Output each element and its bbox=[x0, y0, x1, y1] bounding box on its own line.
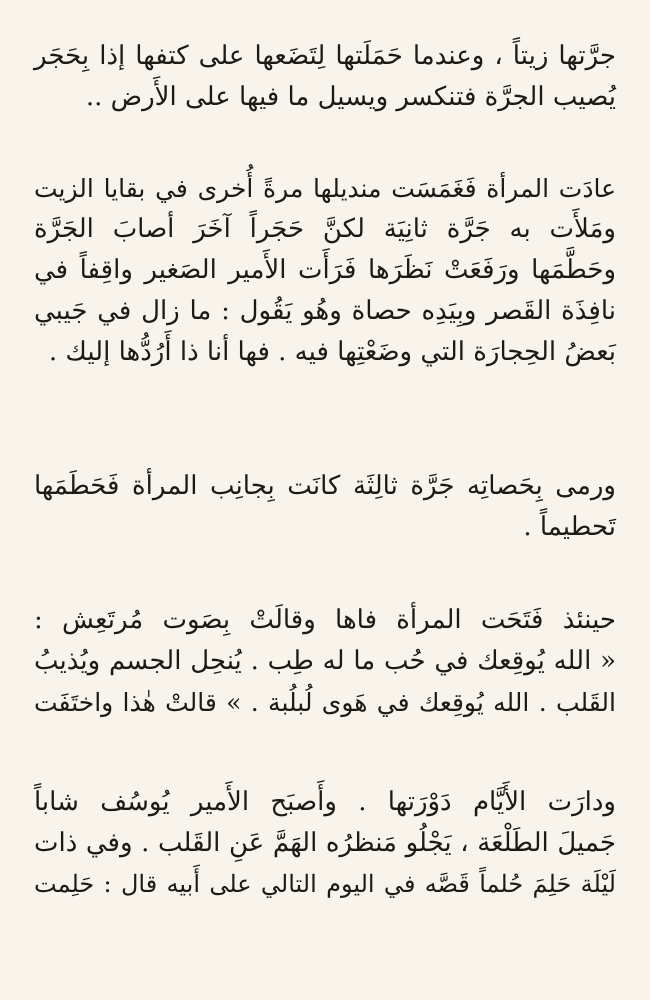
text-line: جَميلَ الطَلْعَة ، يَجْلُو مَنظرُه الهَمَّ عَنِ القَلب . وفي ذات bbox=[34, 828, 616, 858]
paragraph-4 bbox=[34, 600, 616, 723]
text-line: « الله يُوقِعك في حُب ما له طِب . يُنحِل الجسم ويُذيبُ bbox=[34, 646, 616, 676]
text-line: ودارَت الأَيَّام دَوْرَتها . وأَصبَح الأَمير يُوسُف شاباً bbox=[34, 787, 616, 817]
text-line: بَعضُ الحِجارَة التي وضَعْتِها فيه . فها أنا ذا أَرُدُّها إليك . bbox=[48, 337, 616, 367]
text-line: القَلب . الله يُوقِعك في هَوى لُبلُبة . » قالتْ هٰذا واختَفَت bbox=[34, 688, 616, 717]
text-line: حينئذ فَتَحَت المرأة فاها وقالَتْ بِصَوت مُرتَعِش : bbox=[34, 605, 616, 635]
text-line: عادَت المرأة فَغَمَسَت منديلها مرةً أُخرى في بقايا الزيت bbox=[34, 174, 616, 203]
paragraph-3 bbox=[34, 466, 616, 548]
text-line: لَيْلَة حَلِمَ حُلماً قَصَّه في اليوم التالي على أَبيه قال : حَلِمت bbox=[34, 870, 616, 898]
paragraph-2 bbox=[34, 168, 616, 373]
text-line: يُصيب الجرَّة فتنكسر ويسيل ما فيها على الأَرض .. bbox=[85, 82, 616, 112]
paragraph-1 bbox=[34, 36, 616, 118]
text-line: وحَطَّمَها ورَفَعَتْ نَظَرَها فَرَأَت الأَمير الصَغير واقِفاً في bbox=[34, 255, 616, 285]
paragraph-5 bbox=[34, 782, 616, 905]
text-line: جرَّتها زيتاً ، وعندما حَمَلَتها لِتَضَعها على كتفها إذا بِحَجَر bbox=[34, 41, 616, 71]
text-line: تَحطيماً . bbox=[523, 512, 616, 542]
text-line: نافِذَة القَصر وبِيَدِه حصاة وهُو يَقُول : ما زال في جَيبي bbox=[34, 296, 616, 326]
text-line: ومَلأَت به جَرَّة ثانِيَة لكنَّ حَجَراً آخَرَ أصابَ الجَرَّة bbox=[34, 214, 616, 244]
text-line: ورمى بِحَصاتِه جَرَّة ثالِثَة كانَت بِجانِب المرأة فَحَطَمَها bbox=[34, 471, 616, 501]
